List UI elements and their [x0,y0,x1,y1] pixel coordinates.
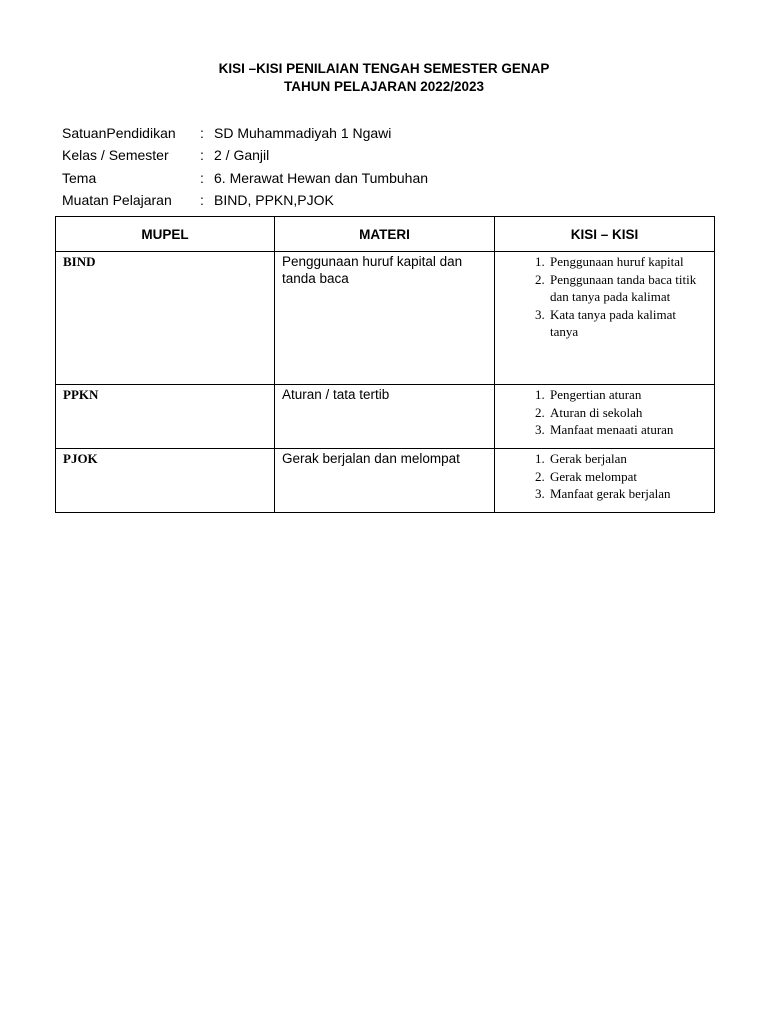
kisi-item: 2. Penggunaan tanda baca titik dan tanya pada kalimat [548,271,706,306]
mupel-cell: PPKN [56,385,275,449]
kisi-item: 1. Penggunaan huruf kapital [548,253,706,271]
mupel-cell: BIND [56,252,275,385]
info-value: 2 / Ganjil [214,147,270,163]
kisi-cell [495,385,715,449]
info-label: SatuanPendidikan [62,125,176,141]
document-title: KISI –KISI PENILAIAN TENGAH SEMESTER GENAP [218,61,550,76]
kisi-cell [495,252,715,385]
table-row [56,449,715,513]
materi-cell: Gerak berjalan dan melompat [275,449,495,513]
info-value: 6. Merawat Hewan dan Tumbuhan [214,170,429,186]
mupel-cell: PJOK [56,449,275,513]
kisi-item: 2. Aturan di sekolah [548,404,706,422]
header-materi: MATERI [275,217,495,252]
kisi-item: 1. Gerak berjalan [548,450,706,468]
kisi-item: 3. Kata tanya pada kalimat tanya [548,306,706,341]
info-label: Muatan Pelajaran [62,192,172,208]
materi-cell: Penggunaan huruf kapital dan tanda baca [275,252,495,385]
kisi-item: 1. Pengertian aturan [548,386,706,404]
kisi-item: 2. Gerak melompat [548,468,706,486]
kisi-item: 3. Manfaat menaati aturan [548,421,706,439]
document-subtitle: TAHUN PELAJARAN 2022/2023 [283,79,485,94]
kisi-cell [495,449,715,513]
info-colon: : [200,125,204,141]
table-header-row [56,217,715,252]
header-mupel: MUPEL [56,217,275,252]
info-value: BIND, PPKN,PJOK [214,192,334,208]
info-label: Kelas / Semester [62,147,169,163]
kisi-item: 3. Manfaat gerak berjalan [548,485,706,503]
header-kisi-kisi: KISI – KISI [495,217,715,252]
kisi-list [523,253,706,341]
info-value: SD Muhammadiyah 1 Ngawi [214,125,392,141]
info-colon: : [200,192,204,208]
info-label: Tema [62,170,97,186]
kisi-kisi-table [55,216,715,513]
table-row [56,252,715,385]
materi-cell: Aturan / tata tertib [275,385,495,449]
kisi-list [523,450,706,503]
info-colon: : [200,147,204,163]
kisi-list [523,386,706,439]
info-colon: : [200,170,204,186]
table-row [56,385,715,449]
